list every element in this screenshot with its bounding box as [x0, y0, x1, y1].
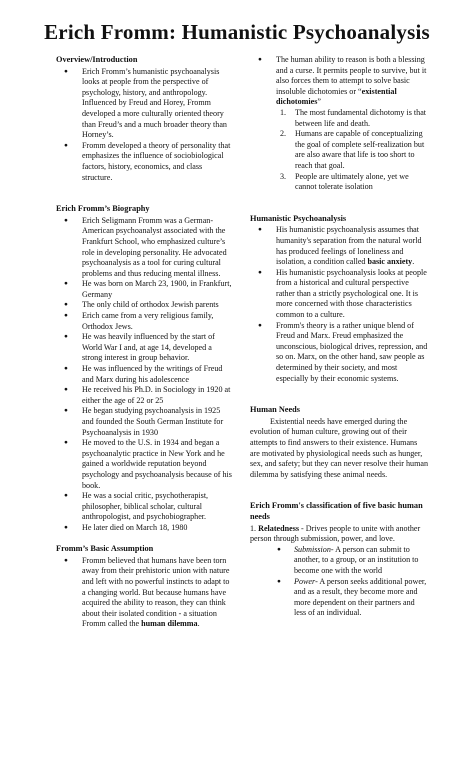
- list-item: ● He was influenced by the writings of Freud and Marx during his adolescence: [56, 364, 232, 385]
- existential-dichotomies-term: existential dichotomies: [276, 86, 397, 107]
- biography-list: [56, 216, 232, 534]
- humanistic-heading: Humanistic Psychoanalysis: [250, 213, 347, 223]
- overview-list: [56, 67, 232, 184]
- item-text: - A person seeks additional power, and as a result, they become more and more dependent on their partners and less of an individual.: [294, 576, 427, 618]
- list-item: ● He began studying psychoanalysis in 1925 and founded the South German Institute for Psychoanalysis in 1930: [56, 406, 232, 438]
- classification-heading: Erich Fromm's classification of five basic human needs: [250, 501, 423, 521]
- list-item: ● His humanistic psychoanalysis looks at people from a historical and cultural perspective rather than a strictly psychological one. It is more concerned with those characteristics common to a culture.: [250, 268, 428, 321]
- item-number: 3.: [280, 171, 287, 181]
- human-dilemma-term: human dilemma: [141, 619, 198, 629]
- item-text: His humanistic psychoanalysis assumes that humanity's separation from the natural world has produced feelings of loneliness and isolation, a condition called: [276, 225, 422, 267]
- item-text: People are ultimately alone, yet we cannot tolerate isolation: [295, 171, 409, 192]
- needs-paragraph: Existential needs have emerged during the evolution of human culture, growing out of their attempts to find answers to their existence. Humans are motivated by physiological needs such as hunger, sex, and safety; but they can never resolve their human dilemma by satisfying these animal needs.: [250, 416, 428, 479]
- item-number: 1.: [280, 107, 287, 117]
- basic-anxiety-term: basic anxiety: [367, 257, 413, 267]
- biography-heading: Erich Fromm’s Biography: [56, 204, 150, 214]
- list-item: ● He was born on March 23, 1900, in Frankfurt, Germany: [56, 279, 232, 300]
- item-text: - A person can submit to another, to a group, or an institution to become one with the world: [294, 544, 419, 575]
- needs-heading: Human Needs: [250, 405, 301, 415]
- left-column: [56, 55, 232, 630]
- dilemma-list: [250, 55, 428, 108]
- numbered-item: [250, 108, 428, 129]
- dichotomies-list: [250, 108, 428, 193]
- list-item: ● He was a social critic, psychotherapist, philosopher, biblical scholar, cultural anthropologist, and psychobiographer.: [56, 491, 232, 523]
- numbered-item: [250, 172, 428, 193]
- list-item: ● The only child of orthodox Jewish parents: [56, 300, 232, 311]
- list-item: ● He moved to the U.S. in 1934 and began a psychoanalytic practice in New York and he gained a worldwide reputation beyond psychology and psychoanalysis because of his book.: [56, 438, 232, 491]
- list-item: ● He later died on March 18, 1980: [56, 523, 232, 534]
- list-item: [250, 55, 428, 108]
- item-text: Humans are capable of conceptualizing the goal of complete self-realization but are also aware that life is too short to reach that goal.: [295, 129, 425, 170]
- assumption-list: [56, 556, 232, 630]
- list-item: ● He was heavily influenced by the start of World War I and, at age 14, developed a strong interest in group behavior.: [56, 332, 232, 364]
- dilemma-end: ”: [317, 97, 321, 107]
- list-item: ● Erich Seligmann Fromm was a German-American psychoanalyst associated with the Frankfurt School, who emphasized culture’s role in developing personality. He advocated psychoanalysis as a tool for curing cultural problems and thus reducing mental illness.: [56, 216, 232, 280]
- right-column: [250, 55, 428, 619]
- assumption-heading: Fromm’s Basic Assumption: [56, 544, 154, 554]
- relatedness-label: Relatedness: [258, 523, 300, 533]
- list-item: ● Fromm developed a theory of personality that emphasizes the influence of sociobiological factors, history, economics, and class structure.: [56, 141, 232, 183]
- list-item: ● Erich came from a very religious family, Orthodox Jews.: [56, 311, 232, 332]
- list-item: [56, 556, 232, 630]
- relatedness-sublist: [250, 545, 428, 619]
- relatedness-text: - Drives people to unite with another person through submission, power, and love.: [250, 523, 421, 544]
- list-item: ● He received his Ph.D. in Sociology in 1920 at either the age of 22 or 25: [56, 385, 232, 406]
- list-item: ● Erich Fromm’s humanistic psychoanalysis looks at people from the perspective of psychology, history, and anthropology. Influenced by Freud and Horey, Fromm developed a more culturally oriented theory than Freud’s and a much broader theory than Horney’s.: [56, 67, 232, 141]
- relatedness-paragraph: [250, 524, 428, 545]
- assumption-end: .: [197, 619, 200, 629]
- list-item: ● Fromm's theory is a rather unique blend of Freud and Marx. Freud emphasized the unconscious, biological drives, repression, and so on. Marx, on the other hand, saw people as determined by their society, and most especially by their economic systems.: [250, 321, 428, 385]
- numbered-item: [250, 129, 428, 171]
- item-number: 2.: [280, 129, 287, 139]
- item-text: The most fundamental dichotomy is that between life and death.: [295, 107, 427, 128]
- power-label: Power: [294, 576, 316, 586]
- item-end: .: [412, 257, 415, 267]
- list-item: [250, 225, 428, 267]
- assumption-text: Fromm believed that humans have been torn away from their prehistoric union with nature and left with no powerful instincts to adapt to a changing world. But because humans have acquired the ability to reason, they can think about their isolated condition - a situation Fromm called the: [82, 555, 230, 629]
- submission-label: Submission: [294, 544, 331, 554]
- relatedness-number: 1.: [250, 523, 257, 533]
- list-item: [250, 545, 428, 577]
- overview-heading: Overview/Introduction: [56, 55, 138, 64]
- humanistic-list: [250, 225, 428, 384]
- dilemma-text: The human ability to reason is both a blessing and a curse. It permits people to survive, but it also forces them to attempt to solve basic insoluble dichotomies or “: [276, 55, 427, 96]
- document-title: Erich Fromm: Humanistic Psychoanalysis: [44, 20, 430, 44]
- list-item: [250, 577, 428, 619]
